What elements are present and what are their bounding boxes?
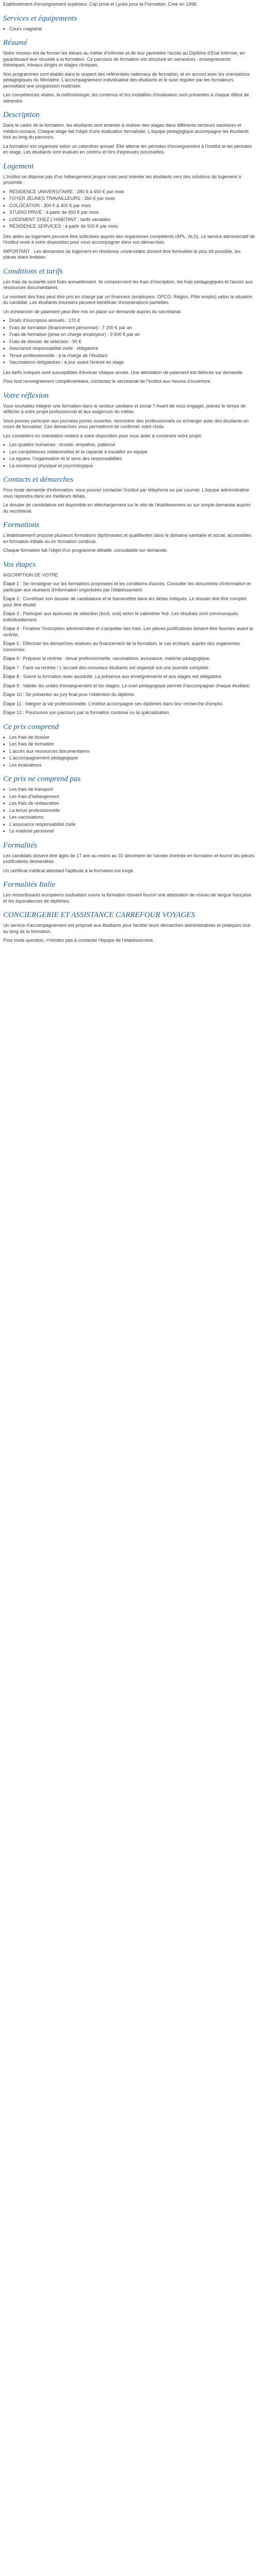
- section-paragraph: Étape 11 : Intégrer la vie professionnelle. L'institut accompagne ses diplômés dans leur recherche d'emploi.: [3, 701, 224, 706]
- section-paragraph: Un service d'accompagnement est proposé aux étudiants pour faciliter leurs démarches administratives et pratiques tout au long de la formation.: [3, 923, 250, 934]
- section-paragraph: Les ressortissants européens souhaitant suivre la formation doivent fournir une attestation de niveau de langue française et les équivalences de diplômes.: [3, 892, 252, 904]
- section-paragraph: Étape 10 : Se présenter au jury final pour l'obtention du diplôme.: [3, 692, 136, 697]
- section-paragraph: Des aides au logement peuvent être sollicitées auprès des organismes compétents (APL, ALS). Le service administratif de l'institut reste à votre disposition pour vous accompagner dans vos démarches.: [3, 233, 255, 245]
- intro-text: Etablissement d'enseignement supérieur, Cap privé et Lycée pour la Formation. Créé en 1998.: [3, 2, 198, 7]
- list-item: • Vaccinations obligatoires : à jour avant l'entrée en stage: [9, 360, 255, 366]
- section-paragraph: L'Institut ne dispose pas d'un hébergement propre mais peut orienter les étudiants vers des solutions de logement à proximité.: [3, 174, 241, 185]
- section-paragraph: Vous pouvez participer aux journées portes ouvertes, rencontrer des professionnels ou échanger avec des étudiants en cours de formation. Ces démarches vous permettront de confirmer votre choix.: [3, 418, 249, 429]
- list-item: • RÉSIDENCE SERVICES : à partir de 500 € par mois: [9, 224, 255, 230]
- list-item: • Les frais de transport: [9, 787, 255, 793]
- section-paragraph: Les candidats doivent être âgés de 17 ans au moins au 31 décembre de l'année d'entrée en formation et fournir les pièces justificatives demandées.: [3, 853, 255, 864]
- section-paragraph: Les conseillers en orientation restent à votre disposition pour vous aider à construire votre projet.: [3, 433, 202, 438]
- section-paragraph: Un certificat médical attestant l'aptitude à la formation est exigé.: [3, 868, 135, 873]
- section-title: Description: [3, 111, 40, 119]
- section-paragraph: Pour tout renseignement complémentaire, contactez le secrétariat de l'institut aux heures d'ouverture.: [3, 379, 212, 384]
- page: [0, 0, 258, 944]
- section-paragraph: INSCRIPTION DE VOTRE: [3, 572, 58, 578]
- section-list: [9, 787, 255, 835]
- list-item: • Frais de formation (financement personnel) : 7 200 € par an: [9, 325, 255, 331]
- section-paragraph: Vous souhaitez intégrer une formation dans le secteur sanitaire et social ? Avant de vous engager, prenez le temps de réfléchir à votre projet professionnel et aux exigences du métier.: [3, 403, 246, 414]
- sections-container: [3, 14, 255, 944]
- list-item: • La tenue professionnelle: [9, 808, 255, 814]
- list-item: • RÉSIDENCE UNIVERSITAIRE : 280 € à 450 € par mois: [9, 189, 255, 195]
- section-title: Logement: [3, 162, 34, 171]
- section-title: Résumé: [3, 39, 27, 47]
- section-title: Formations: [3, 521, 40, 529]
- section-list: [9, 735, 255, 769]
- list-item: • Frais de dossier de sélection : 90 €: [9, 339, 255, 345]
- section-paragraph: Étape 6 : Préparer la rentrée : tenue professionnelle, vaccinations, assurance, matériel pédagogique.: [3, 656, 211, 661]
- list-item: • Les compétences relationnelles et la capacité à travailler en équipe: [9, 449, 255, 455]
- section-title: Votre réflexion: [3, 391, 49, 400]
- list-item: • STUDIO PRIVÉ : à partir de 450 € par mois: [9, 210, 255, 216]
- section-paragraph: Notre mission est de former les élèves au métier d'Infirmier et de leur permettre l'accès au Diplôme d'État Infirmier, en garantissant leur réussite à la formation. Ce parcours de formation est structuré en semestres : enseignements théoriques, travaux dirigés et stages cliniques.: [3, 50, 245, 67]
- section-paragraph: Étape 3 : Participer aux épreuves de sélection (écrit, oral) selon le calendrier fixé. Les résultats sont communiqués individuellement.: [3, 611, 238, 622]
- section-paragraph: Chaque formation fait l'objet d'un programme détaillé, consultable sur demande.: [3, 548, 168, 553]
- list-item: • LOGEMENT CHEZ L'HABITANT : tarifs variables: [9, 217, 255, 223]
- section-paragraph: Étape 12 : Poursuivre son parcours par la formation continue ou la spécialisation.: [3, 710, 170, 715]
- section-list: [9, 442, 255, 469]
- section-title: Vos étapes: [3, 560, 36, 569]
- section-title: Formalités: [3, 841, 37, 850]
- section-paragraph: L'établissement propose plusieurs formations diplômantes et qualifiantes dans le domaine sanitaire et social, accessibles en formation initiale ou en formation continue.: [3, 533, 252, 544]
- section-title: Formalités Italie: [3, 880, 56, 889]
- section-paragraph: Étape 4 : Finaliser l'inscription administrative et s'acquitter des frais. Les pièces justificatives doivent être fournies avant la rentrée.: [3, 626, 253, 637]
- list-item: • Frais de formation (prise en charge employeur) : 9 600 € par an: [9, 332, 255, 338]
- section-title: CONCIERGERIE ET ASSISTANCE CARREFOUR VOYAGES: [3, 911, 195, 919]
- section-title: Services et équipements: [3, 14, 77, 23]
- section-paragraph: Étape 5 : Effectuer les démarches relatives au financement de la formation, le cas échéant, auprès des organismes concernés.: [3, 641, 240, 652]
- list-item: • Le matériel personnel: [9, 828, 255, 835]
- list-item: • Les vaccinations: [9, 815, 255, 821]
- list-item: • Les frais de dossier: [9, 735, 255, 741]
- section-paragraph: Les tarifs indiqués sont susceptibles d'évoluer chaque année. Une attestation de paiement est délivrée sur demande.: [3, 369, 244, 375]
- list-item: • Les frais de restauration: [9, 801, 255, 807]
- section-paragraph: Le montant des frais peut être pris en charge par un financeur (employeur, OPCO, Région, Pôle emploi) selon la situation du candidat. Les étudiants boursiers peuvent bénéficier d'exonérations partielles.: [3, 294, 253, 305]
- list-item: • Les frais d'hébergement: [9, 794, 255, 800]
- section-paragraph: Étape 1 : Se renseigner sur les formations proposées et les conditions d'accès. Consulter les documents d'information et participer aux réunions d'information organisées par l'établissement.: [3, 581, 251, 592]
- list-item: • L'accompagnement pédagogique: [9, 755, 255, 761]
- list-item: • Les frais de formation: [9, 741, 255, 748]
- list-item: • L'accès aux ressources documentaires: [9, 749, 255, 755]
- section-paragraph: Étape 8 : Suivre la formation avec assiduité. La présence aux enseignements et aux stages est obligatoire.: [3, 674, 223, 679]
- list-item: • COLOCATION : 300 € à 400 € par mois: [9, 203, 255, 209]
- section-paragraph: Un échéancier de paiement peut être mis en place sur demande auprès du secrétariat.: [3, 309, 182, 314]
- section-list: [9, 318, 255, 366]
- section-paragraph: La formation est organisée selon un calendrier annuel. Elle alterne les périodes d'enseignement à l'institut et les périodes en stage. Les étudiants sont évalués en continu et lors d'épreuves ponctuelles.: [3, 143, 252, 155]
- list-item: • Droits d'inscription annuels : 170 €: [9, 318, 255, 324]
- list-item: • Les évaluations: [9, 762, 255, 769]
- section-paragraph: Dans le cadre de la formation, les étudiants sont amenés à réaliser des stages dans différents secteurs sanitaires et médico-sociaux. Chaque stage fait l'objet d'une évaluation formalisée. L'équipe pédagogique accompagne les étudiants tout au long du parcours.: [3, 123, 249, 140]
- section-paragraph: Les frais de scolarité sont fixés annuellement. Ils comprennent les frais d'inscription, les frais pédagogiques et l'accès aux ressources documentaires.: [3, 279, 253, 290]
- list-item: • La résistance physique et psychologique: [9, 463, 255, 469]
- list-item: • Assurance responsabilité civile : obligatoire: [9, 346, 255, 352]
- section-title: Conditions et tarifs: [3, 267, 63, 276]
- section-title: Contacts et démarches: [3, 476, 74, 484]
- list-item: • La rigueur, l'organisation et le sens des responsabilités: [9, 456, 255, 462]
- section-paragraph: Nos programmes sont établis dans le respect des référentiels nationaux de formation, et en accord avec les orientations pédagogiques du Ministère. L'accompagnement individualisé des étudiants et le suivi régulier par les formateurs permettent une progression maîtrisée.: [3, 71, 250, 89]
- section-list: [9, 26, 255, 32]
- list-item: • FOYER JEUNES TRAVAILLEURS : 350 € par mois: [9, 196, 255, 202]
- section-title: Ce prix comprend: [3, 722, 59, 731]
- section-paragraph: Étape 9 : Valider les unités d'enseignement et les stages. Le suivi pédagogique permet d'accompagner chaque étudiant.: [3, 683, 250, 688]
- list-item: • L'assurance responsabilité civile: [9, 822, 255, 828]
- section-paragraph: Étape 2 : Constituer son dossier de candidature et le transmettre dans les délais indiqués. Le dossier doit être complet pour être étudié.: [3, 596, 247, 607]
- section-list: [9, 189, 255, 230]
- list-item: • Les qualités humaines : écoute, empathie, patience: [9, 442, 255, 448]
- section-paragraph: Étape 7 : Faire sa rentrée ! L'accueil des nouveaux étudiants est organisé sur une journée complète.: [3, 665, 209, 670]
- section-paragraph: Pour toute demande d'information, vous pouvez contacter l'institut par téléphone ou par courriel. L'équipe administrative vous répondra dans les meilleurs délais.: [3, 487, 249, 499]
- section-paragraph: Le dossier de candidature est disponible en téléchargement sur le site de l'établissement ou sur simple demande auprès du secrétariat.: [3, 502, 251, 514]
- section-paragraph: IMPORTANT : Les demandes de logement en résidence universitaire doivent être formulées le plus tôt possible, les places étant limitées.: [3, 248, 241, 260]
- list-item: • Cours magistral: [9, 26, 255, 32]
- section-paragraph: Les compétences visées, la méthodologie, les contenus et les modalités d'évaluation sont présentés à chaque début de semestre.: [3, 92, 249, 104]
- section-paragraph: Pour toute question, n'hésitez pas à contacter l'équipe de l'établissement.: [3, 938, 154, 943]
- list-item: • Tenue professionnelle : à la charge de l'étudiant: [9, 353, 255, 359]
- section-title: Ce prix ne comprend pas: [3, 775, 81, 783]
